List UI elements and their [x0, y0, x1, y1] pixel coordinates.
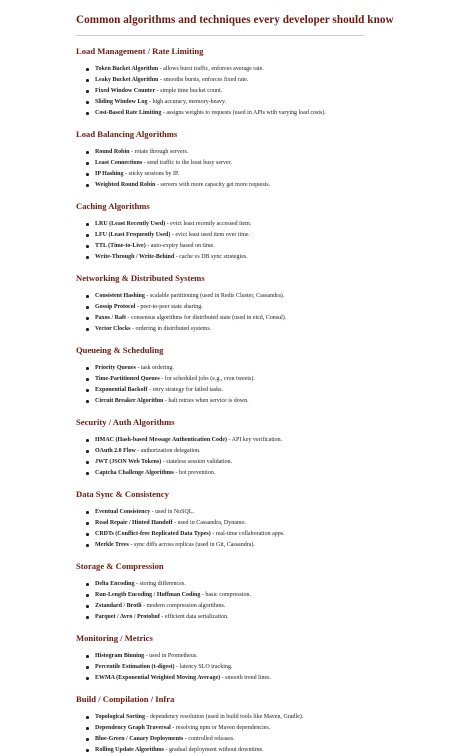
item-description: - high accuracy, memory-heavy. [147, 99, 227, 105]
item-term: Captcha Challenge Algorithms [95, 470, 175, 476]
item-term: CRDTs (Conflict-free Replicated Data Types) [95, 531, 211, 537]
item-term: Parquet / Avro / Protobuf [95, 614, 160, 620]
list-item [86, 435, 456, 446]
item-description: - for scheduled jobs (e.g., cron tweets). [159, 376, 255, 382]
item-description: - auto-expiry based on time. [145, 243, 215, 249]
item-term: IP Hashing [95, 171, 124, 177]
item-term: Priority Queues [95, 365, 136, 371]
list-item [86, 579, 456, 590]
item-term: OAuth 2.0 Flow [95, 448, 136, 454]
list-item [86, 590, 456, 601]
list-item [86, 291, 456, 302]
section-heading: Load Management / Rate Limiting [76, 46, 204, 56]
item-term: Zstandard / Brotli [95, 603, 142, 609]
list-item [86, 612, 456, 623]
item-term: Percentile Estimation (t-digest) [95, 664, 175, 670]
item-term: Circuit Breaker Algorithm [95, 398, 164, 404]
item-description: - controlled releases. [183, 736, 235, 742]
list-item [86, 529, 456, 540]
bullet-list [76, 651, 456, 684]
item-description: - authorization delegation. [135, 448, 201, 454]
bullet-list [76, 147, 456, 191]
section-heading: Caching Algorithms [76, 201, 150, 211]
item-term: Gossip Protocol [95, 304, 136, 310]
list-item [86, 712, 456, 723]
section [76, 201, 456, 263]
section [76, 694, 456, 756]
item-description: - ordering in distributed systems. [130, 326, 212, 332]
bullet-list [76, 219, 456, 263]
bullet-list [76, 712, 456, 756]
list-item [86, 374, 456, 385]
item-description: - halt retries when service is down. [163, 398, 249, 404]
list-item [86, 446, 456, 457]
item-description: - send traffic to the least busy server. [142, 160, 232, 166]
list-item [86, 457, 456, 468]
page-title: Common algorithms and techniques every developer should know [76, 14, 394, 26]
item-term: Run-Length Encoding / Huffman Coding [95, 592, 201, 598]
item-description: - scalable partitioning (used in Redis Cluster, Cassandra). [144, 293, 285, 299]
item-description: - modern compression algorithms. [141, 603, 226, 609]
bullet-list [76, 291, 456, 335]
item-term: LRU (Least Recently Used) [95, 221, 166, 227]
section [76, 273, 456, 335]
item-term: Eventual Consistency [95, 509, 151, 515]
item-description: - consensus algorithms for distributed state (used in etcd, Consul). [126, 315, 287, 321]
item-term: Exponential Backoff [95, 387, 148, 393]
item-term: JWT (JSON Web Tokens) [95, 459, 162, 465]
section [76, 489, 456, 551]
section [76, 129, 456, 191]
item-description: - storing differences. [134, 581, 186, 587]
item-term: Sliding Window Log [95, 99, 148, 105]
item-term: Merkle Trees [95, 542, 129, 548]
list-item [86, 302, 456, 313]
item-description: - smooth trend lines. [220, 675, 271, 681]
section [76, 345, 456, 407]
item-description: - cache vs DB sync strategies. [174, 254, 248, 260]
item-description: - real-time collaboration apps. [210, 531, 285, 537]
item-term: Cost-Based Rate Limiting [95, 110, 162, 116]
item-term: Round Robin [95, 149, 130, 155]
item-description: - latency SLO tracking. [174, 664, 233, 670]
list-item [86, 241, 456, 252]
list-item [86, 651, 456, 662]
item-term: Vector Clocks [95, 326, 131, 332]
list-item [86, 97, 456, 108]
item-description: - task ordering. [135, 365, 174, 371]
item-description: - servers with more capacity get more requests. [155, 182, 271, 188]
item-term: HMAC (Hash-based Message Authentication Code) [95, 437, 227, 443]
item-description: - dependency resolution (used in build tools like Maven, Gradle). [144, 714, 304, 720]
section-heading: Load Balancing Algorithms [76, 129, 178, 139]
item-description: - peer-to-peer state sharing. [135, 304, 203, 310]
item-term: TTL (Time-to-Live) [95, 243, 146, 249]
item-description: - sync diffs across replicas (used in Git, Cassandra). [128, 542, 255, 548]
list-item [86, 108, 456, 119]
list-item [86, 601, 456, 612]
item-description: - evict least recently accessed item. [165, 221, 252, 227]
item-description: - sticky sessions by IP. [123, 171, 180, 177]
item-term: Delta Encoding [95, 581, 135, 587]
list-item [86, 64, 456, 75]
list-item [86, 363, 456, 374]
list-item [86, 468, 456, 479]
list-item [86, 147, 456, 158]
list-item [86, 324, 456, 335]
section [76, 417, 456, 479]
sections-container [76, 46, 456, 756]
item-description: - used in NoSQL. [150, 509, 195, 515]
list-item [86, 396, 456, 407]
item-term: LFU (Least Frequently Used) [95, 232, 171, 238]
item-description: - smooths bursts, enforces fixed rate. [158, 77, 249, 83]
list-item [86, 169, 456, 180]
bullet-list [76, 507, 456, 551]
item-term: Histogram Binning [95, 653, 145, 659]
item-term: Topological Sorting [95, 714, 145, 720]
title-divider [76, 35, 364, 36]
item-description: - used in Prometheus. [144, 653, 198, 659]
item-description: - assigns weights to requests (used in APIs with varying load costs). [161, 110, 326, 116]
section [76, 633, 456, 684]
item-description: - simple time bucket count. [155, 88, 223, 94]
item-term: Paxos / Raft [95, 315, 126, 321]
list-item [86, 734, 456, 745]
section-heading: Storage & Compression [76, 561, 164, 571]
list-item [86, 723, 456, 734]
item-term: Least Connections [95, 160, 143, 166]
bullet-list [76, 579, 456, 623]
list-item [86, 745, 456, 756]
list-item [86, 540, 456, 551]
list-item [86, 230, 456, 241]
section-heading: Networking & Distributed Systems [76, 273, 205, 283]
item-term: Read Repair / Hinted Handoff [95, 520, 173, 526]
section-heading: Security / Auth Algorithms [76, 417, 175, 427]
item-term: Time-Partitioned Queues [95, 376, 160, 382]
item-description: - bot prevention. [174, 470, 216, 476]
list-item [86, 252, 456, 263]
item-description: - used in Cassandra, Dynamo. [172, 520, 247, 526]
item-term: Consistent Hashing [95, 293, 145, 299]
item-term: Rolling Update Algorithms [95, 747, 165, 753]
item-description: - rotate through servers. [129, 149, 189, 155]
item-description: - allows burst traffic, enforces average rate. [158, 66, 264, 72]
section-heading: Queueing & Scheduling [76, 345, 164, 355]
item-description: - evict least used item over time. [170, 232, 251, 238]
section-heading: Monitoring / Metrics [76, 633, 153, 643]
section-heading: Data Sync & Consistency [76, 489, 169, 499]
list-item [86, 75, 456, 86]
list-item [86, 158, 456, 169]
section-heading: Build / Compilation / Infra [76, 694, 175, 704]
section [76, 561, 456, 623]
item-description: - resolving npm or Maven dependencies. [170, 725, 271, 731]
section [76, 46, 456, 119]
item-term: Token Bucket Algorithm [95, 66, 159, 72]
item-term: Write-Through / Write-Behind [95, 254, 175, 260]
list-item [86, 385, 456, 396]
item-description: - retry strategy for failed tasks. [147, 387, 223, 393]
bullet-list [76, 64, 456, 119]
list-item [86, 518, 456, 529]
list-item [86, 662, 456, 673]
item-description: - stateless session validation. [161, 459, 233, 465]
item-description: - gradual deployment without downtime. [164, 747, 264, 753]
bullet-list [76, 363, 456, 407]
item-description: - efficient data serialization. [159, 614, 229, 620]
list-item [86, 219, 456, 230]
item-term: EWMA (Exponential Weighted Moving Average) [95, 675, 221, 681]
item-term: Fixed Window Counter [95, 88, 156, 94]
list-item [86, 86, 456, 97]
list-item [86, 180, 456, 191]
item-description: - API key verification. [227, 437, 283, 443]
list-item [86, 313, 456, 324]
item-term: Leaky Bucket Algorithm [95, 77, 159, 83]
item-term: Blue-Green / Canary Deployments [95, 736, 184, 742]
bullet-list [76, 435, 456, 479]
item-term: Weighted Round Robin [95, 182, 156, 188]
item-term: Dependency Graph Traversal [95, 725, 171, 731]
list-item [86, 507, 456, 518]
list-item [86, 673, 456, 684]
item-description: - basic compression. [200, 592, 252, 598]
